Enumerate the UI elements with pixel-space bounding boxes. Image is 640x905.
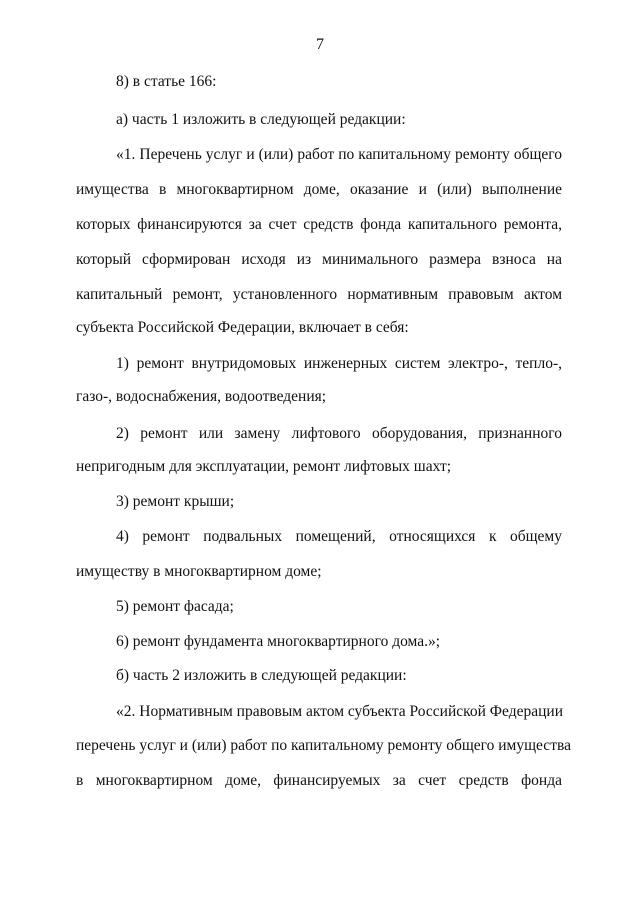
text-line: 1) ремонт внутридомовых инженерных систем электро-, тепло-, — [116, 355, 562, 372]
text-line: перечень услуг и (или) работ по капитальному ремонту общего имущества — [76, 737, 571, 754]
text-line: 3) ремонт крыши; — [116, 493, 235, 510]
text-line: 8) в статье 166: — [116, 73, 217, 90]
text-line: 4) ремонт подвальных помещений, относящихся к общему — [116, 528, 562, 545]
text-line: в многоквартирном доме, финансируемых за счет средств фонда — [76, 772, 562, 789]
text-line: «1. Перечень услуг и (или) работ по капитальному ремонту общего — [116, 146, 562, 163]
text-line: капитальный ремонт, установленного нормативным правовым актом — [76, 286, 562, 303]
text-line: непригодным для эксплуатации, ремонт лифтовых шахт; — [76, 458, 452, 475]
text-line: 6) ремонт фундамента многоквартирного дома.»; — [116, 633, 441, 650]
text-line: имуществу в многоквартирном доме; — [76, 563, 322, 580]
text-line: 2) ремонт или замену лифтового оборудования, признанного — [116, 425, 562, 442]
text-line: 5) ремонт фасада; — [116, 598, 234, 615]
text-line: «2. Нормативным правовым актом субъекта Российской Федерации — [116, 703, 564, 720]
text-line: имущества в многоквартирном доме, оказание и (или) выполнение — [76, 181, 562, 198]
page-number: 7 — [316, 36, 324, 53]
text-line: которых финансируются за счет средств фонда капитального ремонта, — [76, 216, 562, 233]
text-line: а) часть 1 изложить в следующей редакции: — [116, 111, 406, 128]
text-line: субъекта Российской Федерации, включает в себя: — [76, 319, 409, 336]
text-line: газо-, водоснабжения, водоотведения; — [76, 388, 327, 405]
text-line: который сформирован исходя из минимального размера взноса на — [76, 251, 562, 268]
text-line: б) часть 2 изложить в следующей редакции: — [116, 667, 407, 684]
